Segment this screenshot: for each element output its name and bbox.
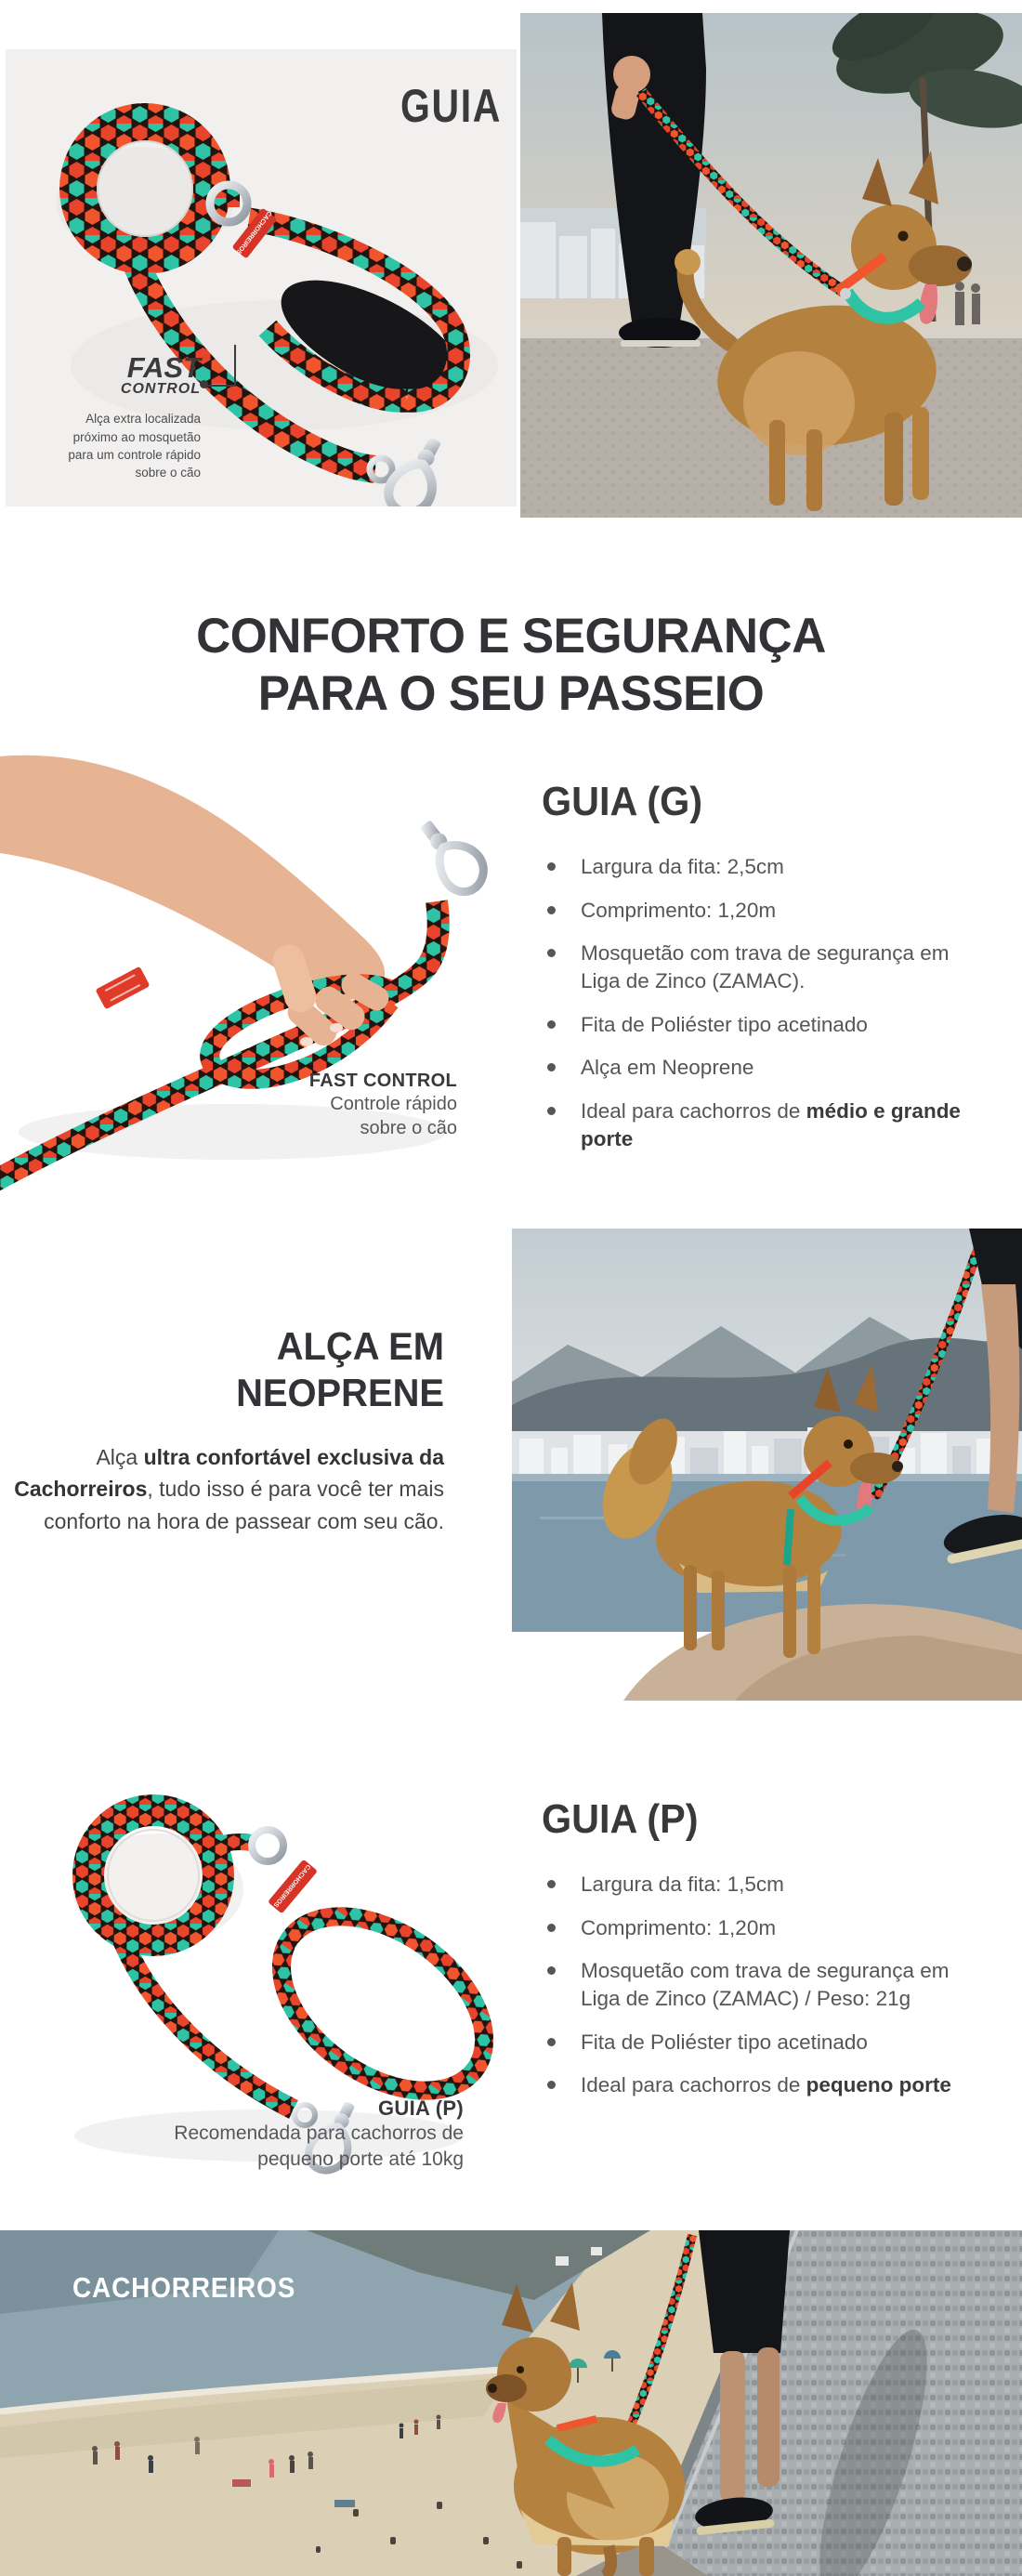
bullet-dot-icon	[547, 2081, 556, 2089]
neoprene-block	[7, 1323, 444, 1537]
hero-card	[6, 49, 517, 506]
spec-block-guia-p	[542, 1796, 992, 2115]
spec-bullet-item: Fita de Poliéster tipo acetinado	[542, 1011, 992, 1039]
photo-dog-sidewalk	[520, 13, 1022, 518]
dog-sidewalk-illustration	[520, 13, 1022, 518]
fast-control-caption: FAST CONTROL Controle rápido sobre o cão	[160, 1071, 457, 1141]
annotation-connector-line	[206, 345, 236, 387]
spec-list	[542, 1871, 992, 2099]
spec-bullet-item: Comprimento: 1,20m	[542, 897, 992, 925]
bullet-dot-icon	[547, 1966, 556, 1975]
section-headline	[16, 608, 1007, 723]
photo-beach-footer	[0, 2230, 1022, 2576]
bullet-dot-icon	[547, 906, 556, 914]
fast-control-annotation	[22, 351, 201, 481]
spec-bullet-item: Mosquetão com trava de segurança em Liga de Zinco (ZAMAC).	[542, 940, 992, 994]
brand-tag-label: CACHORREIROS	[234, 209, 273, 256]
bullet-dot-icon	[547, 862, 556, 871]
spec-title-guia-p: GUIA (P)	[542, 1796, 699, 1842]
dog-rocks-illustration	[512, 1229, 1022, 1701]
spec-bullet-item: Ideal para cachorros de médio e grande porte	[542, 1097, 992, 1152]
caption-title: GUIA (P)	[377, 2096, 464, 2120]
hero-product-title: GUIA	[400, 80, 502, 132]
caption-title: FAST CONTROL	[308, 1071, 457, 1091]
bullet-dot-icon	[547, 1020, 556, 1029]
spec-bullet-item: Largura da fita: 2,5cm	[542, 853, 992, 881]
fast-control-word1: FAST	[126, 351, 201, 384]
fast-control-word2: CONTROL	[120, 381, 201, 398]
bullet-dot-icon	[547, 1880, 556, 1888]
neoprene-title: ALÇA EM NEOPRENE	[236, 1324, 444, 1415]
headline-line1: CONFORTO E SEGURANÇA	[196, 608, 826, 664]
brand-logo: CACHORREIROS	[72, 2271, 296, 2304]
fast-control-description: Alça extra localizada próximo ao mosquetão para um controle rápido sobre o cão	[68, 412, 201, 480]
spec-list	[542, 853, 992, 1153]
spec-bullet-item: Alça em Neoprene	[542, 1054, 992, 1082]
headline-line2: PARA O SEU PASSEIO	[257, 665, 765, 721]
spec-bullet-item: Largura da fita: 1,5cm	[542, 1871, 992, 1899]
bullet-dot-icon	[547, 949, 556, 957]
bullet-dot-icon	[547, 2038, 556, 2046]
spec-title-guia-g: GUIA (G)	[542, 779, 703, 824]
spec-bullet-item: Fita de Poliéster tipo acetinado	[542, 2029, 992, 2057]
spec-bullet-item: Ideal para cachorros de pequeno porte	[542, 2071, 992, 2099]
spec-block-guia-g	[542, 779, 992, 1169]
bullet-dot-icon	[547, 1107, 556, 1115]
bullet-dot-icon	[547, 1063, 556, 1071]
photo-dog-on-rocks	[512, 1229, 1022, 1701]
brand-tag-label: CACHORREIROS	[271, 1862, 312, 1909]
neoprene-paragraph: Alça ultra confortável exclusiva da Cachorreiros, tudo isso é para você ter mais conforto na hora de passear com seu cão.	[14, 1444, 444, 1533]
annotation-connector-dot	[200, 380, 208, 388]
guia-p-caption: GUIA (P) Recomendada para cachorros de pequeno porte até 10kg	[73, 2096, 464, 2172]
spec-bullet-item: Comprimento: 1,20m	[542, 1914, 992, 1942]
bullet-dot-icon	[547, 1924, 556, 1932]
spec-bullet-item: Mosquetão com trava de segurança em Liga de Zinco (ZAMAC) / Peso: 21g	[542, 1957, 992, 2012]
